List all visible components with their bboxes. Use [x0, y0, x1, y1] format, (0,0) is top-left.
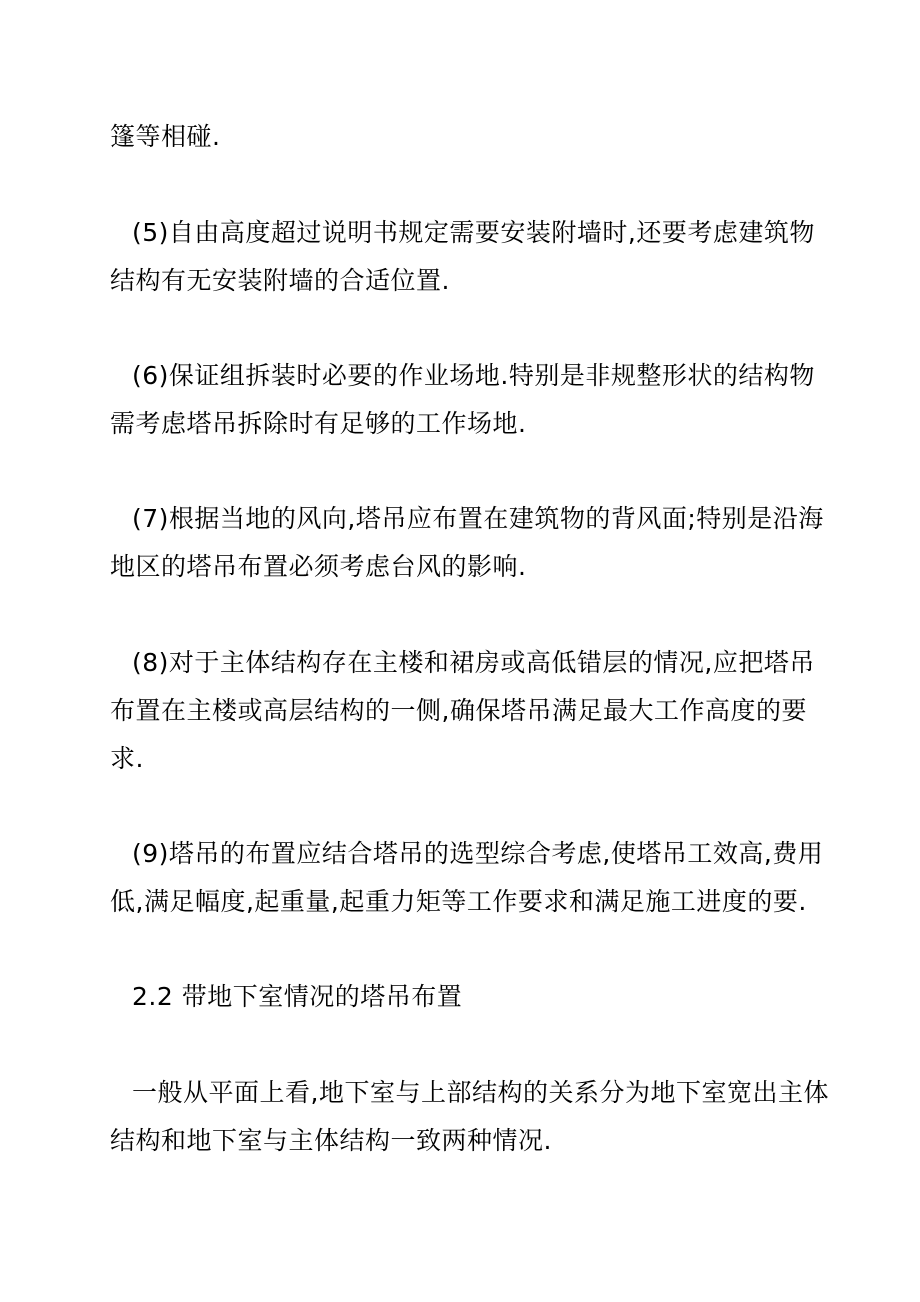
- text-line: 结构和地下室与主体结构一致两种情况.: [110, 1126, 552, 1155]
- text-line: (6)保证组拆装时必要的作业场地.特别是非规整形状的结构物: [132, 361, 815, 390]
- text-line: 地区的塔吊布置必须考虑台风的影响.: [110, 552, 527, 581]
- text-line: 低,满足幅度,起重量,起重力矩等工作要求和满足施工进度的要.: [110, 887, 807, 916]
- paragraph-item-7: [110, 495, 824, 591]
- text-line: (5)自由高度超过说明书规定需要安装附墙时,还要考虑建筑物: [132, 218, 815, 247]
- paragraph-item-5: [110, 209, 820, 305]
- text-line: 求.: [110, 744, 144, 773]
- paragraph-item-6: [110, 352, 820, 448]
- section-heading-2-2: [110, 973, 820, 1021]
- text-line: 一般从平面上看,地下室与上部结构的关系分为地下室宽出主体: [132, 1078, 829, 1107]
- paragraph-basement: [110, 1069, 829, 1165]
- text-line: 篷等相碰.: [110, 122, 221, 151]
- heading-line: 2.2 带地下室情况的塔吊布置: [132, 982, 463, 1011]
- text-line: 布置在主楼或高层结构的一侧,确保塔吊满足最大工作高度的要: [110, 696, 807, 725]
- paragraph-continuation: [110, 113, 820, 161]
- paragraph-item-9: [110, 830, 824, 926]
- text-line: 需考虑塔吊拆除时有足够的工作场地.: [110, 409, 527, 438]
- text-line: 结构有无安装附墙的合适位置.: [110, 266, 450, 295]
- text-line: (7)根据当地的风向,塔吊应布置在建筑物的背风面;特别是沿海: [132, 504, 824, 533]
- text-line: (8)对于主体结构存在主楼和裙房或高低错层的情况,应把塔吊: [132, 648, 815, 677]
- text-line: (9)塔吊的布置应结合塔吊的选型综合考虑,使塔吊工效高,费用: [132, 839, 824, 868]
- paragraph-item-8: [110, 639, 820, 783]
